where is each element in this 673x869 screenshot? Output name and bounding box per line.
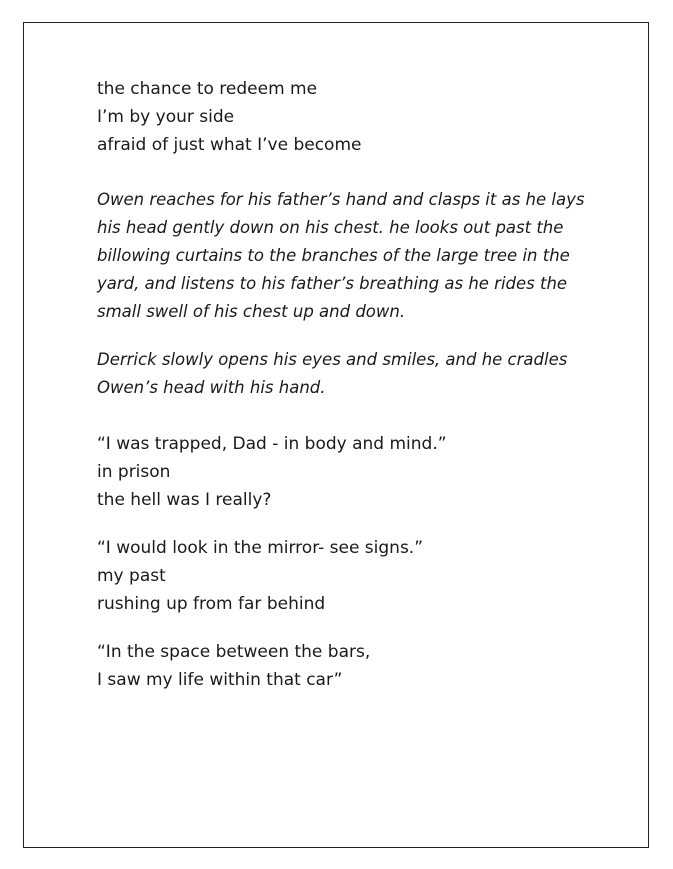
verse-line: rushing up from far behind [97,594,326,614]
prose-line: small swell of his chest up and down. [97,302,406,321]
verse-line: I saw my life within that car” [97,670,343,690]
spacer [97,159,597,186]
prose-line: yard, and listens to his father’s breathing as he rides the [97,274,568,293]
page-content [97,75,597,694]
spacer [97,402,597,430]
verse-stanza-1 [97,75,597,159]
verse-line: “I was trapped, Dad - in body and mind.” [97,434,447,454]
prose-paragraph-1 [97,186,597,326]
verse-line: the chance to redeem me [97,79,318,99]
verse-line: I’m by your side [97,107,235,127]
spacer [97,618,597,638]
document-page [23,22,649,848]
verse-line: “I would look in the mirror- see signs.” [97,538,424,558]
verse-stanza-2 [97,430,597,514]
spacer [97,514,597,534]
prose-line: Derrick slowly opens his eyes and smiles, and he cradles [97,350,568,369]
verse-line: my past [97,566,166,586]
verse-line: the hell was I really? [97,490,272,510]
verse-line: afraid of just what I’ve become [97,135,362,155]
verse-line: “In the space between the bars, [97,642,371,662]
prose-line: his head gently down on his chest. he looks out past the [97,218,564,237]
verse-stanza-3 [97,534,597,618]
prose-paragraph-2 [97,346,597,402]
spacer [97,326,597,346]
verse-line: in prison [97,462,171,482]
verse-stanza-4 [97,638,597,694]
prose-line: Owen’s head with his hand. [97,378,326,397]
prose-line: billowing curtains to the branches of the large tree in the [97,246,570,265]
prose-line: Owen reaches for his father’s hand and clasps it as he lays [97,190,585,209]
